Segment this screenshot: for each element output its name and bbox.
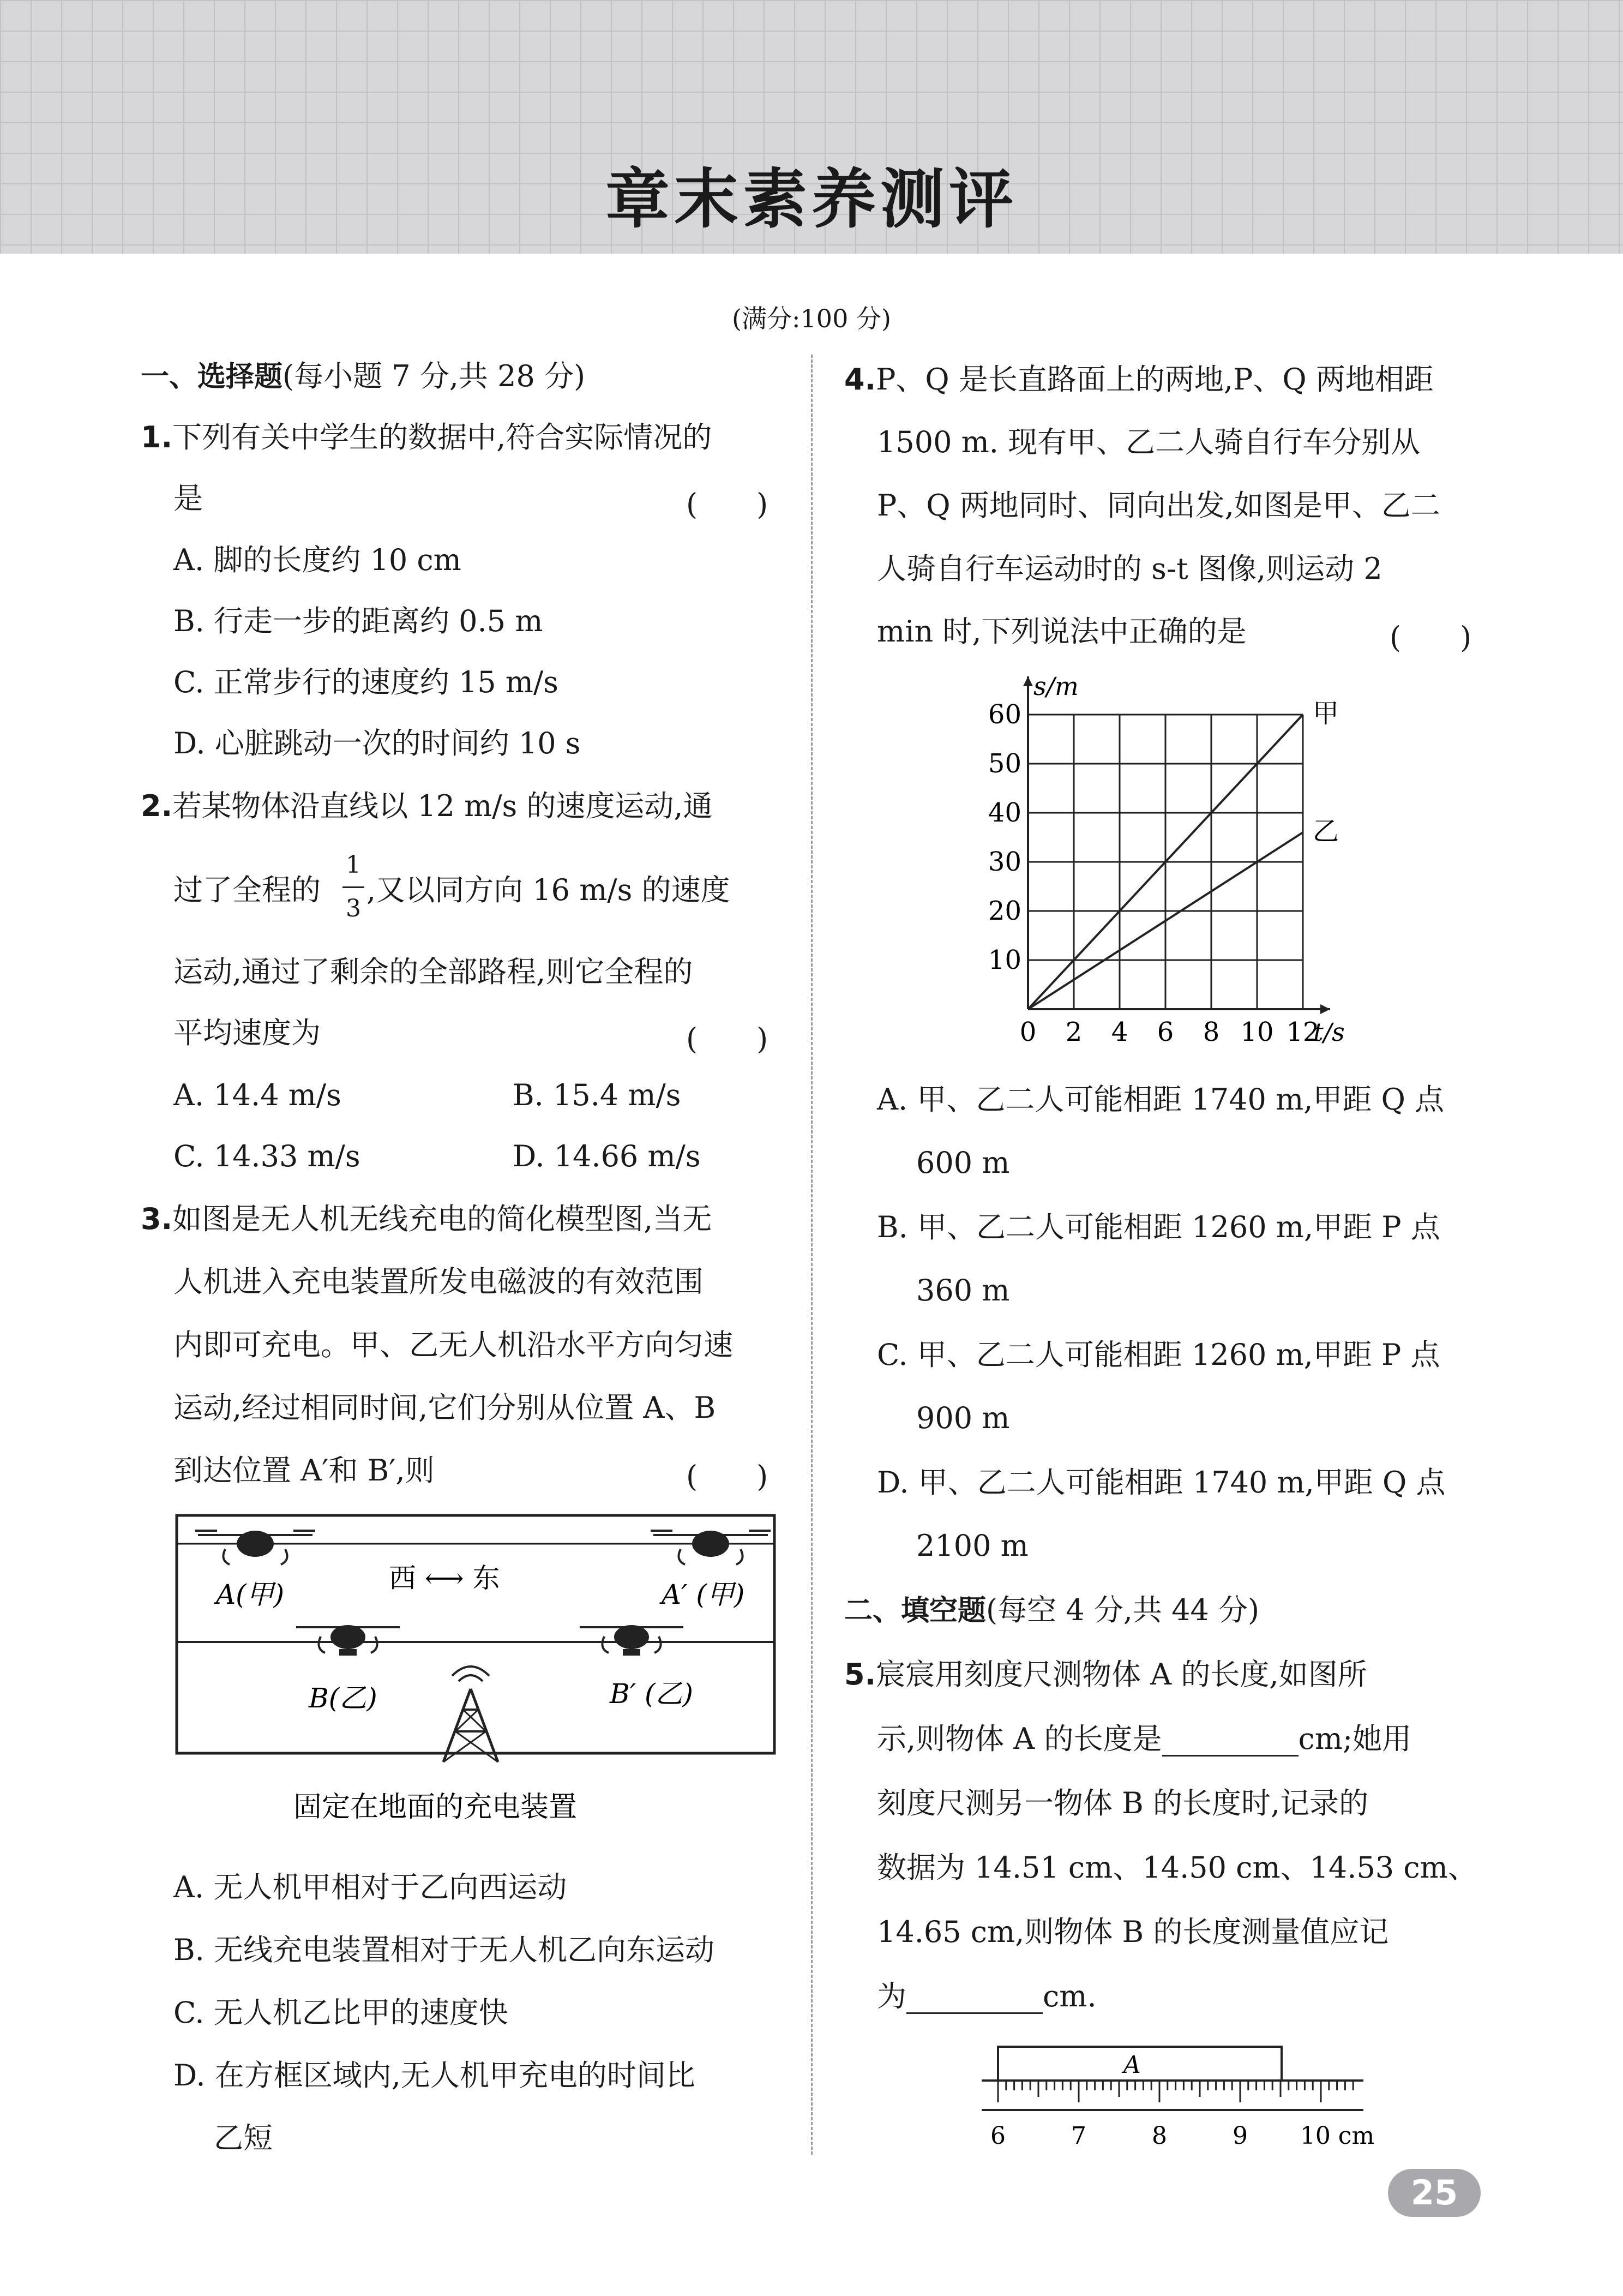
q4-option-a: A. 甲、乙二人可能相距 1740 m,甲距 Q 点	[877, 1082, 1445, 1117]
q5-stem-line1: 5.宸宸用刻度尺测物体 A 的长度,如图所	[844, 1657, 1367, 1692]
q5-blank-2[interactable]	[906, 1984, 1043, 2014]
q4-option-d: D. 甲、乙二人可能相距 1740 m,甲距 Q 点	[877, 1465, 1446, 1500]
q3-option-c: C. 无人机乙比甲的速度快	[173, 1995, 508, 2030]
charging-tower-icon	[443, 1666, 498, 1762]
drone-a-icon	[195, 1531, 315, 1564]
q3-stem-line4: 运动,经过相同时间,它们分别从位置 A、B	[173, 1390, 716, 1425]
x-axis-label: t/s	[1313, 1017, 1345, 1047]
q4-stem-line1: 4.P、Q 是长直路面上的两地,P、Q 两地相距	[844, 362, 1434, 397]
q1-stem-line2: 是	[173, 481, 203, 515]
drone-b-icon	[296, 1625, 400, 1656]
q2-option-c: C. 14.33 m/s	[173, 1139, 360, 1173]
ruler-tick-label: 7	[1071, 2122, 1086, 2150]
section1-label: 一、选择题	[141, 361, 283, 393]
q2-stem-line1: 2.若某物体沿直线以 12 m/s 的速度运动,通	[141, 789, 713, 823]
q4-stem-line3: P、Q 两地同时、同向出发,如图是甲、乙二	[877, 488, 1440, 523]
q3-stem-line1: 3.如图是无人机无线充电的简化模型图,当无	[141, 1202, 712, 1236]
q2-answer-paren: ( )	[686, 1022, 768, 1056]
q5-blank-1[interactable]	[1162, 1727, 1299, 1757]
x-tick-label: 12	[1286, 1017, 1320, 1047]
q2-stem-line3: 运动,通过了剩余的全部路程,则它全程的	[173, 955, 693, 989]
q5-number: 5.	[844, 1657, 876, 1692]
q3-option-d-cont: 乙短	[214, 2121, 273, 2155]
y-tick-label: 30	[988, 847, 1021, 877]
q4-stem-line2: 1500 m. 现有甲、乙二人骑自行车分别从	[877, 425, 1421, 459]
section2-heading	[844, 1593, 1259, 1628]
x-tick-label: 4	[1111, 1017, 1128, 1047]
q5-stem-line4: 数据为 14.51 cm、14.50 cm、14.53 cm、	[877, 1850, 1477, 1885]
q2-option-b: B. 15.4 m/s	[513, 1078, 681, 1112]
q2-number: 2.	[141, 789, 173, 823]
y-tick-label: 10	[988, 945, 1021, 975]
direction-label: 西 ⟷ 东	[389, 1562, 500, 1594]
x-tick-label: 10	[1240, 1017, 1274, 1047]
q5-stem-line3: 刻度尺测另一物体 B 的长度时,记录的	[877, 1786, 1369, 1820]
series-label-1: 甲	[1313, 698, 1339, 729]
q2-option-d: D. 14.66 m/s	[513, 1139, 701, 1173]
q3-answer-paren: ( )	[686, 1459, 768, 1494]
q3-option-d: D. 在方框区域内,无人机甲充电的时间比	[173, 2058, 695, 2093]
q4-option-b-cont: 360 m	[916, 1273, 1010, 1308]
q1-option-a: A. 脚的长度约 10 cm	[173, 543, 461, 577]
full-score: (满分:100 分)	[732, 304, 891, 333]
y-tick-label: 50	[988, 748, 1021, 779]
q3-stem-line5: 到达位置 A′和 B′,则	[173, 1453, 435, 1488]
q3-stem-line2: 人机进入充电装置所发电磁波的有效范围	[173, 1264, 704, 1299]
drone-charging-figure	[173, 1511, 779, 1827]
q1-option-d: D. 心脏跳动一次的时间约 10 s	[173, 726, 581, 760]
ruler-figure	[982, 2045, 1385, 2154]
q5-stem-line6: 为 cm.	[877, 1979, 1097, 2013]
section2-note: (每空 4 分,共 44 分)	[986, 1593, 1260, 1627]
q1-number: 1.	[141, 420, 173, 454]
y-tick-label: 20	[988, 896, 1021, 926]
y-axis-label: s/m	[1033, 676, 1079, 701]
q3-stem-line3: 内即可充电。甲、乙无人机沿水平方向匀速	[173, 1328, 733, 1362]
ruler-tick-label: 8	[1152, 2122, 1167, 2150]
q1-answer-paren: ( )	[686, 487, 768, 521]
fraction-denominator: 3	[346, 895, 361, 922]
q4-answer-paren: ( )	[1390, 620, 1472, 655]
q2-stem-line4: 平均速度为	[173, 1016, 321, 1050]
label-a-prime: A′ (甲)	[662, 1579, 745, 1610]
label-b: B(乙)	[309, 1682, 377, 1714]
q4-stem-line4: 人骑自行车运动时的 s-t 图像,则运动 2	[877, 551, 1382, 586]
q4-option-b: B. 甲、乙二人可能相距 1260 m,甲距 P 点	[877, 1210, 1440, 1244]
y-tick-label: 60	[988, 699, 1021, 730]
y-axis-arrow	[1023, 676, 1033, 686]
page-number-badge: 25	[1388, 2169, 1481, 2217]
q4-option-c: C. 甲、乙二人可能相距 1260 m,甲距 P 点	[877, 1338, 1440, 1372]
section1-note: (每小题 7 分,共 28 分)	[282, 359, 586, 393]
x-tick-label: 0	[1019, 1017, 1037, 1047]
object-a-label: A	[1123, 2051, 1141, 2079]
x-tick-label: 6	[1157, 1017, 1174, 1047]
q5-stem-line5: 14.65 cm,则物体 B 的长度测量值应记	[877, 1915, 1389, 1949]
q4-option-d-cont: 2100 m	[916, 1528, 1029, 1563]
y-tick-label: 40	[988, 798, 1021, 828]
series-label-2: 乙	[1313, 816, 1339, 847]
q3-option-a: A. 无人机甲相对于乙向西运动	[173, 1870, 567, 1904]
q4-option-c-cont: 900 m	[916, 1401, 1010, 1435]
label-a: A(甲)	[216, 1579, 285, 1610]
x-tick-label: 2	[1065, 1017, 1083, 1047]
page-title: 章末素养测评	[605, 161, 1018, 237]
figure-caption: 固定在地面的充电装置	[293, 1791, 578, 1824]
q4-number: 4.	[844, 362, 876, 397]
q5-stem-line2: 示,则物体 A 的长度是 cm;她用	[877, 1722, 1412, 1756]
fraction-numerator: 1	[346, 851, 361, 879]
section2-label: 二、填空题	[844, 1594, 987, 1627]
section1-heading	[141, 359, 585, 394]
q1-option-b: B. 行走一步的距离约 0.5 m	[173, 604, 543, 638]
q1-stem-line1: 1.下列有关中学生的数据中,符合实际情况的	[141, 420, 712, 454]
drone-b-prime-icon	[580, 1625, 683, 1656]
s-t-chart	[960, 676, 1385, 1053]
q2-stem-line2-post: ,又以同方向 16 m/s 的速度	[366, 873, 730, 907]
q2-stem-line2-pre: 过了全程的	[173, 873, 321, 907]
fraction-bar	[342, 886, 364, 888]
q1-option-c: C. 正常步行的速度约 15 m/s	[173, 665, 558, 699]
q4-stem-line5: min 时,下列说法中正确的是	[877, 614, 1247, 649]
x-tick-label: 8	[1203, 1017, 1220, 1047]
x-axis-arrow	[1320, 1004, 1330, 1014]
ruler-tick-label: 10 cm	[1300, 2122, 1375, 2150]
drone-a-prime-icon	[651, 1531, 771, 1564]
q3-number: 3.	[141, 1202, 173, 1236]
ruler-tick-label: 6	[990, 2122, 1006, 2150]
ruler-tick-label: 9	[1233, 2122, 1248, 2150]
label-b-prime: B′ (乙)	[610, 1678, 694, 1710]
q4-option-a-cont: 600 m	[916, 1146, 1010, 1180]
column-divider	[811, 355, 813, 2155]
q2-option-a: A. 14.4 m/s	[173, 1078, 341, 1112]
q3-option-b: B. 无线充电装置相对于无人机乙向东运动	[173, 1933, 715, 1967]
